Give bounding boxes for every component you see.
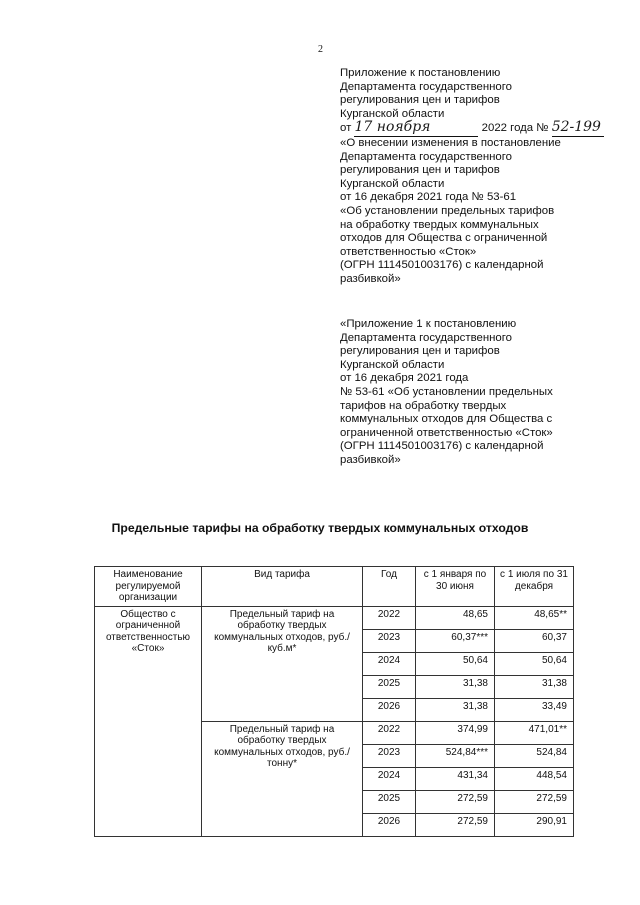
h2-cell: 272,59 [495, 790, 574, 813]
appendix-line: Приложение к постановлению [340, 67, 501, 79]
date-prefix: от [340, 122, 352, 135]
year-cell: 2026 [363, 813, 416, 836]
h1-cell: 272,59 [416, 790, 495, 813]
table-title: Предельные тарифы на обработку твердых коммунальных отходов [111, 521, 529, 535]
year-cell: 2025 [363, 675, 416, 698]
appendix1-line: № 53-61 «Об установлении предельных [340, 385, 553, 398]
appendix-about-line: разбивкой» [340, 272, 401, 285]
year-cell: 2022 [363, 721, 416, 744]
appendix-about-line: отходов для Общества с ограниченной [340, 232, 548, 245]
year-cell: 2026 [363, 698, 416, 721]
org-cell: Общество с ограниченной ответственностью «Сток» [95, 606, 202, 836]
year-cell: 2023 [363, 744, 416, 767]
year-cell: 2022 [363, 606, 416, 629]
h1-cell: 31,38 [416, 698, 495, 721]
h1-cell: 60,37*** [416, 629, 495, 652]
year-cell: 2024 [363, 767, 416, 790]
h2-cell: 60,37 [495, 629, 574, 652]
appendix-about-line: от 16 декабря 2021 года № 53-61 [340, 191, 517, 204]
appendix-header [340, 67, 610, 287]
appendix1-line: ограниченной ответственностью «Сток» [340, 426, 553, 439]
appendix-about-line: «О внесении изменения в постановление [340, 136, 561, 149]
appendix1-header [340, 318, 610, 468]
appendix1-line: разбивкой» [340, 453, 401, 466]
appendix1-line: Курганской области [340, 358, 445, 371]
appendix-about-line: регулирования цен и тарифов [340, 164, 500, 177]
year-cell: 2025 [363, 790, 416, 813]
page-number: 2 [318, 44, 323, 55]
h2-cell: 471,01** [495, 721, 574, 744]
h2-cell: 48,65** [495, 606, 574, 629]
appendix-about-line: Курганской области [340, 177, 445, 190]
h2-cell: 290,91 [495, 813, 574, 836]
appendix1-line: регулирования цен и тарифов [340, 345, 500, 358]
header-h1: с 1 января по 30 июня [416, 567, 495, 607]
appendix-line: Департамента государственного [340, 80, 512, 93]
h2-cell: 33,49 [495, 698, 574, 721]
h1-cell: 50,64 [416, 652, 495, 675]
h2-cell: 448,54 [495, 767, 574, 790]
handwritten-number: 52-199 [551, 119, 601, 136]
h2-cell: 524,84 [495, 744, 574, 767]
h1-cell: 524,84*** [416, 744, 495, 767]
h1-cell: 31,38 [416, 675, 495, 698]
h1-cell: 48,65 [416, 606, 495, 629]
tariffs-table [94, 566, 574, 837]
h2-cell: 50,64 [495, 652, 574, 675]
h1-cell: 374,99 [416, 721, 495, 744]
appendix-about-line: на обработку твердых коммунальных [340, 218, 539, 231]
appendix1-line: «Приложение 1 к постановлению [340, 318, 517, 330]
tariff-type-cell: Предельный тариф на обработку твердых коммунальных отходов, руб./куб.м* [202, 606, 363, 721]
header-org: Наименование регулируемой организации [95, 567, 202, 607]
tariff-type-cell: Предельный тариф на обработку твердых коммунальных отходов, руб./тонну* [202, 721, 363, 836]
appendix1-line: коммунальных отходов для Общества с [340, 413, 553, 426]
table-header-row [95, 567, 574, 607]
appendix-about-line: ответственностью «Сток» [340, 245, 477, 258]
h1-cell: 431,34 [416, 767, 495, 790]
appendix1-line: тарифов на обработку твердых [340, 399, 507, 412]
number-blank [552, 121, 604, 137]
appendix-line: регулирования цен и тарифов [340, 94, 500, 107]
date-blank [354, 121, 478, 137]
appendix-line: Курганской области [340, 107, 445, 120]
appendix-about-line: «Об установлении предельных тарифов [340, 204, 555, 217]
year-cell: 2024 [363, 652, 416, 675]
appendix1-line: от 16 декабря 2021 года [340, 372, 469, 385]
appendix1-line: Департамента государственного [340, 331, 512, 344]
h2-cell: 31,38 [495, 675, 574, 698]
h1-cell: 272,59 [416, 813, 495, 836]
date-suffix: 2022 года № [481, 122, 549, 135]
header-year: Год [363, 567, 416, 607]
header-h2: с 1 июля по 31 декабря [495, 567, 574, 607]
handwritten-date: 17 ноября [354, 119, 431, 136]
table-row [95, 606, 574, 629]
appendix-about-line: Департамента государственного [340, 150, 512, 163]
appendix1-line: (ОГРН 1114501003176) с календарной [340, 440, 544, 453]
year-cell: 2023 [363, 629, 416, 652]
appendix-about-line: (ОГРН 1114501003176) с календарной [340, 259, 544, 272]
appendix-date-line [340, 121, 610, 137]
header-type: Вид тарифа [202, 567, 363, 607]
